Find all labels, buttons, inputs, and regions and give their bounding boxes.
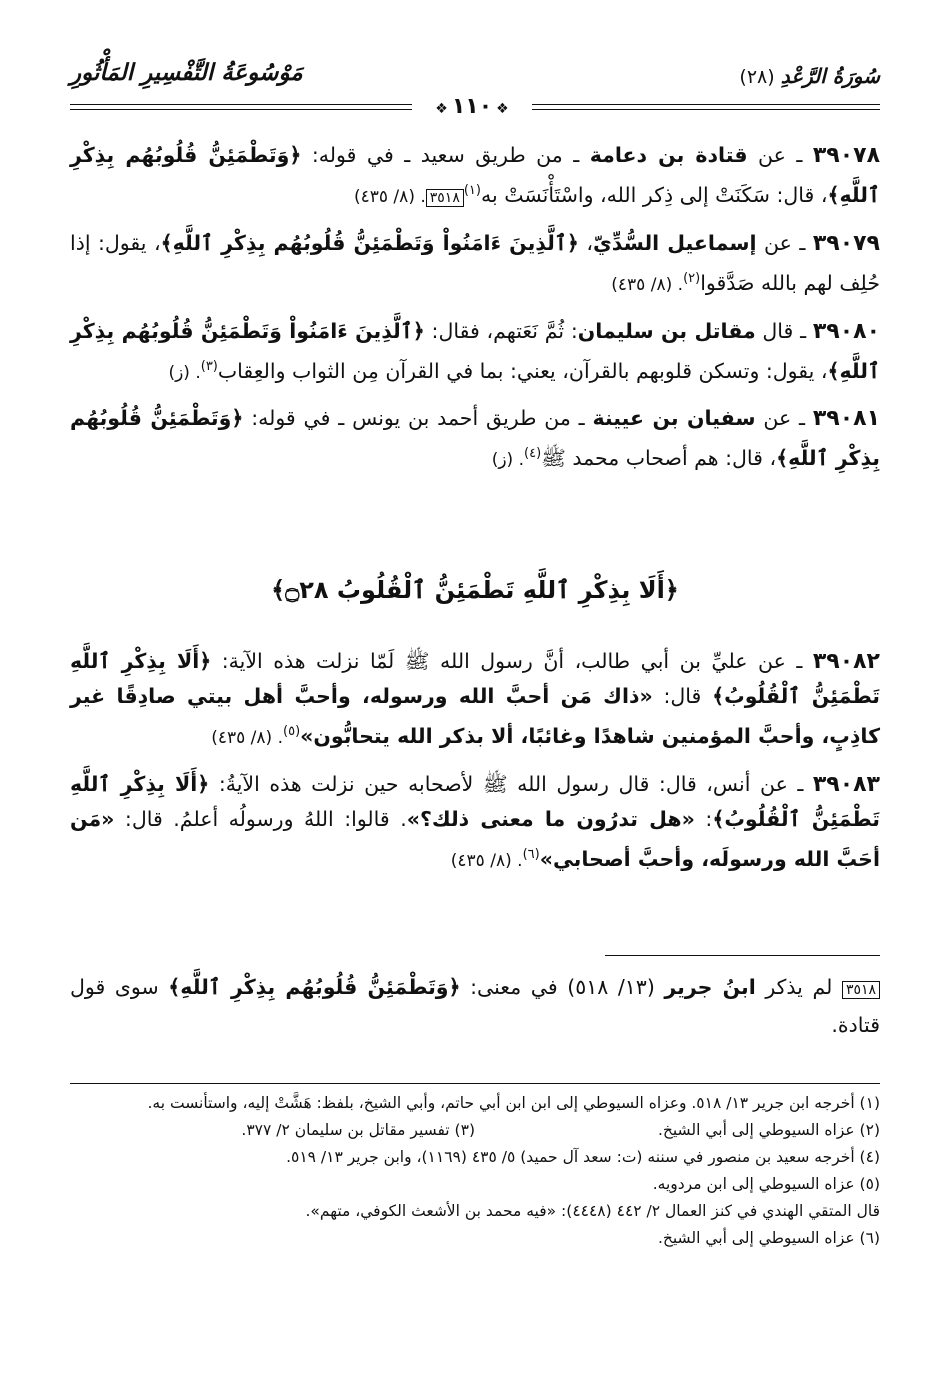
narration-39078 bbox=[70, 138, 880, 215]
quran-quote: ﴿أَلَا بِذِكْرِ ٱللَّهِ تَطْمَئِنُّ ٱلْقُلُوبُ﴾ bbox=[70, 649, 880, 708]
narration-text: ، قال: هم أصحاب محمد ﷺ bbox=[541, 446, 777, 471]
quran-quote: ﴿وَتَطْمَئِنُّ قُلُوبُهُم بِذِكْرِ ٱللَّهِ﴾ bbox=[70, 406, 880, 471]
footnote-marker[interactable]: (٢) bbox=[683, 270, 701, 286]
narration-number: ٣٩٠٧٩ bbox=[812, 230, 880, 256]
narration-text: ـ عن bbox=[756, 230, 813, 255]
narrations-block-2 bbox=[70, 644, 880, 890]
editorial-comment bbox=[70, 968, 880, 1044]
narration-text: ، يقول: وتسكن قلوبهم بالقرآن، يعني: بما في القرآن مِن الثواب والعِقاب bbox=[217, 358, 828, 383]
footnote-marker[interactable]: (٥) bbox=[283, 724, 301, 739]
surah-number: (٢٨) bbox=[739, 66, 775, 88]
source-ref: . (٨/ ٤٣٥) bbox=[353, 186, 426, 207]
comment-text: سوى قول قتادة. bbox=[70, 975, 880, 1037]
narration-text: ـ قال bbox=[755, 318, 813, 343]
footnote-marker[interactable]: (٤) bbox=[524, 446, 542, 462]
narration-39081 bbox=[70, 401, 880, 478]
scholar-name: ابنُ جرير bbox=[664, 975, 756, 999]
footnotes bbox=[70, 1090, 880, 1252]
narration-text: ـ من طريق سعيد ـ في قوله: bbox=[301, 143, 590, 167]
footnote-4: (٤) أخرجه سعيد بن منصور في سننه (ت: سعد آل حميد) ٥/ ٤٣٥ (١١٦٩)، وابن جرير ١٣/ ٥١٩. bbox=[286, 1148, 880, 1166]
source-ref: . (٨/ ٤٣٥) bbox=[611, 274, 684, 295]
quran-quote: ﴿وَتَطْمَئِنُّ قُلُوبُهُم بِذِكْرِ ٱللَّهِ﴾ bbox=[70, 143, 880, 207]
source-ref: . (ز) bbox=[168, 362, 201, 383]
footnote-marker[interactable]: (٣) bbox=[200, 358, 218, 374]
footnote-marker[interactable]: (١) bbox=[463, 183, 481, 198]
narration-text: . قالوا: اللهُ ورسولُه أعلمُ. قال: bbox=[114, 806, 407, 831]
quran-quote: ﴿أَلَا بِذِكْرِ ٱللَّهِ تَطْمَئِنُّ ٱلْقُلُوبُ﴾ bbox=[70, 771, 880, 831]
footnote-5-note: قال المتقي الهندي في كنز العمال ٢/ ٤٤٢ (٤٤٤٨): «فيه محمد بن الأشعث الكوفي، متهم». bbox=[305, 1202, 880, 1220]
narration-39080 bbox=[70, 314, 880, 391]
narrator-name: سفيان بن عيينة bbox=[592, 406, 756, 431]
verse-heading: ﴿أَلَا بِذِكْرِ ٱللَّهِ تَطْمَئِنُّ ٱلْقُلُوبُ ۝٢٨﴾ bbox=[271, 576, 679, 604]
comment-rule bbox=[605, 955, 880, 956]
narration-text: ـ عن عليِّ بن أبي طالب، أنَّ رسول الله ﷺ لَمّا نزلت هذه الآية: bbox=[211, 649, 813, 673]
quran-quote: ﴿ٱلَّذِينَ ءَامَنُواْ وَتَطْمَئِنُّ قُلُوبُهُم بِذِكْرِ ٱللَّهِ﴾ bbox=[160, 230, 579, 255]
narration-text: ـ عن أنس، قال: قال رسول الله ﷺ لأصحابه حين نزلت هذه الآيةُ: bbox=[209, 771, 813, 796]
narrator-name: مقاتل بن سليمان bbox=[577, 318, 756, 343]
page-header bbox=[70, 58, 880, 98]
ornament-icon: ❖ bbox=[496, 101, 509, 117]
narration-text: ، يقول: إذا حُلِف لهم بالله صَدَّقوا bbox=[70, 230, 880, 295]
narration-text: : ثُمَّ نَعَتهم، فقال: bbox=[424, 318, 578, 343]
narration-text: ـ من طريق أحمد بن يونس ـ في قوله: bbox=[243, 406, 593, 431]
footnote-5: (٥) عزاه السيوطي إلى ابن مردويه. bbox=[652, 1175, 880, 1193]
comment-ref-box: ٣٥١٨ bbox=[842, 981, 880, 999]
narration-text: قال: bbox=[652, 684, 713, 708]
source-ref: . (٨/ ٤٣٥) bbox=[450, 850, 523, 871]
footnote-6: (٦) عزاه السيوطي إلى أبي الشيخ. bbox=[657, 1229, 880, 1247]
comment-text: لم يذكر bbox=[755, 975, 842, 999]
hadith-text: «هل تدرُون ما معنى ذلك؟» bbox=[406, 806, 695, 831]
narration-39082 bbox=[70, 644, 880, 756]
hadith-text: «ذاك مَن أحبَّ الله ورسوله، وأحبَّ أهل بيتي صادِقًا غير كاذِبٍ، وأحبَّ المؤمنين شاهدًا وغائبًا، ألا بذكر الله يتحابُّون» bbox=[70, 684, 880, 748]
page-number-value: ١١٠ bbox=[451, 94, 493, 119]
comment-ref-box[interactable]: ٣٥١٨ bbox=[426, 189, 464, 207]
source-ref: . (٨/ ٤٣٥) bbox=[211, 727, 283, 748]
hadith-text: «مَن أحَبَّ الله ورسولَه، وأحبَّ أصحابي» bbox=[70, 806, 880, 871]
narration-number: ٣٩٠٨٢ bbox=[812, 649, 880, 674]
narration-number: ٣٩٠٨٠ bbox=[812, 318, 881, 344]
ornament-icon: ❖ bbox=[435, 101, 448, 117]
narration-text: ـ عن bbox=[755, 406, 813, 431]
narration-number: ٣٩٠٨٣ bbox=[812, 771, 880, 797]
book-title: مَوْسُوعَةُ التَّفْسِيرِ المَأْثُورِ bbox=[70, 60, 303, 86]
quran-quote: ﴿وَتَطْمَئِنُّ قُلُوبُهُم بِذِكْرِ ٱللَّهِ﴾ bbox=[168, 975, 461, 999]
footnote-marker[interactable]: (٦) bbox=[522, 846, 540, 862]
narrator-name: قتادة بن دعامة bbox=[589, 143, 748, 167]
narrations-block-1 bbox=[70, 138, 880, 489]
footnote-row bbox=[70, 1117, 880, 1144]
narration-text: ، قال: سَكَنَتْ إلى ذِكر الله، واسْتَأْنَسَتْ به bbox=[480, 182, 828, 207]
footnote-2: (٢) عزاه السيوطي إلى أبي الشيخ. bbox=[657, 1121, 880, 1139]
narration-number: ٣٩٠٧٨ bbox=[812, 143, 880, 168]
footnote-3: (٣) تفسير مقاتل بن سليمان ٢/ ٣٧٧. bbox=[241, 1121, 475, 1139]
footnotes-rule bbox=[70, 1083, 880, 1084]
narration-text: : bbox=[694, 806, 713, 831]
source-ref: . (ز) bbox=[491, 450, 524, 471]
comment-text: (١٣/ ٥١٨) في معنى: bbox=[460, 975, 665, 999]
surah-name: سُورَةُ الرَّعْدِ bbox=[780, 64, 880, 88]
quran-quote: ﴿ٱلَّذِينَ ءَامَنُواْ وَتَطْمَئِنُّ قُلُوبُهُم بِذِكْرِ ٱللَّهِ﴾ bbox=[70, 318, 880, 383]
surah-title bbox=[739, 64, 880, 88]
narration-number: ٣٩٠٨١ bbox=[812, 406, 880, 432]
narrator-name: إسماعيل السُّدِّيّ bbox=[592, 230, 757, 255]
footnote-1: (١) أخرجه ابن جرير ١٣/ ٥١٨. وعزاه السيوطي إلى ابن ابن أبي حاتم، وأبي الشيخ، بلفظ: هَشَّتْ إليه، واستأنست به. bbox=[147, 1094, 880, 1112]
narration-39079 bbox=[70, 226, 880, 303]
narration-text: ، bbox=[578, 230, 593, 255]
narration-39083 bbox=[70, 767, 880, 879]
narration-text: ـ عن bbox=[747, 143, 813, 167]
page-number bbox=[412, 94, 532, 119]
